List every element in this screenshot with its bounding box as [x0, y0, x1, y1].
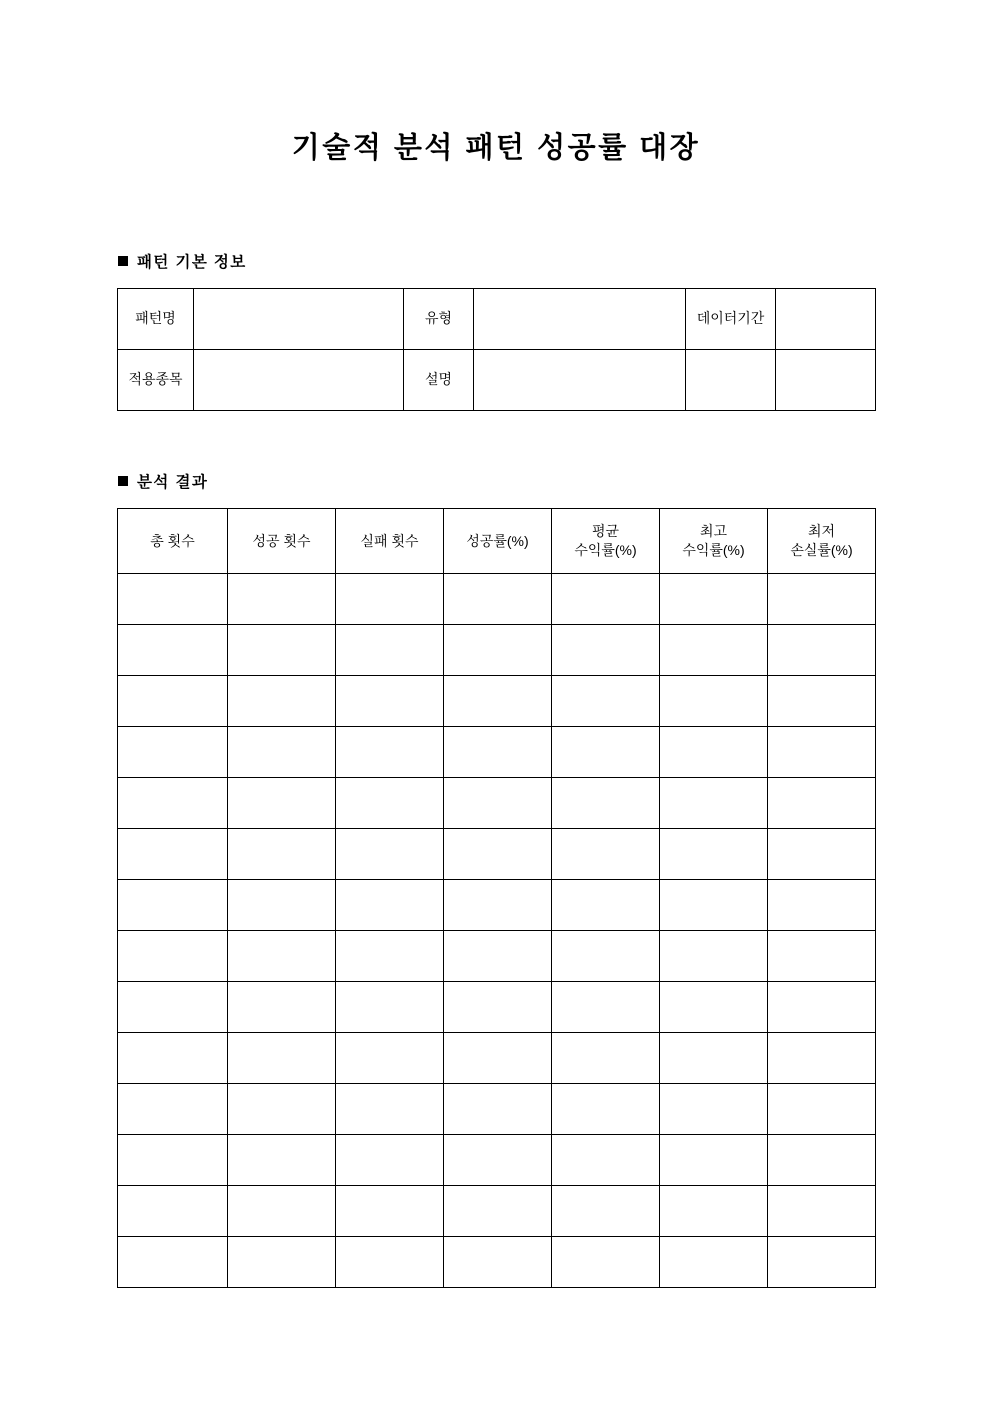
table-header-row — [118, 509, 876, 574]
value-target-symbol[interactable] — [194, 350, 404, 411]
table-row — [118, 829, 876, 880]
table-cell[interactable] — [336, 778, 444, 829]
column-header-line: 수익률(%) — [682, 542, 745, 558]
table-cell[interactable] — [336, 1135, 444, 1186]
table-row — [118, 676, 876, 727]
table-cell[interactable] — [660, 1084, 768, 1135]
column-header-5 — [552, 509, 660, 574]
value-data-period[interactable] — [776, 289, 876, 350]
column-header-1 — [118, 509, 228, 574]
table-cell[interactable] — [336, 625, 444, 676]
table-cell[interactable] — [118, 778, 228, 829]
table-cell[interactable] — [118, 829, 228, 880]
label-data-period: 데이터기간 — [686, 289, 776, 350]
analysis-result-table — [117, 508, 876, 1288]
table-cell[interactable] — [228, 1186, 336, 1237]
section-heading-analysis-result-label: 분석 결과 — [137, 474, 209, 491]
table-cell[interactable] — [444, 1084, 552, 1135]
table-cell[interactable] — [228, 1033, 336, 1084]
table-cell[interactable] — [228, 880, 336, 931]
table-row — [118, 625, 876, 676]
column-header-line: 최저 — [807, 523, 836, 540]
table-cell[interactable] — [444, 676, 552, 727]
table-cell[interactable] — [336, 727, 444, 778]
table-row — [118, 982, 876, 1033]
table-cell[interactable] — [768, 1033, 876, 1084]
table-cell[interactable] — [660, 880, 768, 931]
analysis-result-table-head — [118, 509, 876, 574]
table-row — [118, 1084, 876, 1135]
table-cell[interactable] — [118, 1237, 228, 1288]
column-header-line: 평균 — [591, 523, 620, 540]
table-cell[interactable] — [118, 1135, 228, 1186]
table-cell[interactable] — [118, 574, 228, 625]
table-cell[interactable] — [768, 829, 876, 880]
column-header-line: 총 횟수 — [150, 532, 195, 549]
table-cell[interactable] — [660, 1033, 768, 1084]
table-cell[interactable] — [118, 1033, 228, 1084]
table-cell[interactable] — [118, 727, 228, 778]
table-cell[interactable] — [228, 982, 336, 1033]
table-cell[interactable] — [444, 1186, 552, 1237]
table-cell[interactable] — [336, 1186, 444, 1237]
section-heading-basic-info — [118, 254, 247, 273]
table-cell[interactable] — [444, 727, 552, 778]
table-cell[interactable] — [444, 1237, 552, 1288]
column-header-line: 수익률(%) — [574, 542, 637, 558]
square-bullet-icon — [118, 476, 128, 486]
table-cell[interactable] — [552, 982, 660, 1033]
table-cell[interactable] — [444, 1135, 552, 1186]
table-cell[interactable] — [228, 676, 336, 727]
table-cell[interactable] — [118, 982, 228, 1033]
table-cell[interactable] — [660, 829, 768, 880]
table-cell[interactable] — [336, 1084, 444, 1135]
table-cell[interactable] — [552, 676, 660, 727]
basic-info-table — [117, 288, 876, 411]
table-cell[interactable] — [768, 778, 876, 829]
table-cell[interactable] — [768, 1237, 876, 1288]
table-cell[interactable] — [118, 880, 228, 931]
analysis-result-table-body — [118, 574, 876, 1288]
table-cell[interactable] — [228, 625, 336, 676]
label-description: 설명 — [404, 350, 474, 411]
table-cell[interactable] — [228, 931, 336, 982]
table-row — [118, 574, 876, 625]
table-cell[interactable] — [552, 931, 660, 982]
table-cell[interactable] — [552, 625, 660, 676]
table-cell[interactable] — [552, 880, 660, 931]
table-cell[interactable] — [444, 931, 552, 982]
column-header-line: 손실률(%) — [790, 542, 853, 558]
column-header-line: 실패 횟수 — [360, 532, 419, 549]
table-row — [118, 1186, 876, 1237]
table-cell[interactable] — [552, 1237, 660, 1288]
table-cell[interactable] — [660, 625, 768, 676]
table-cell[interactable] — [552, 778, 660, 829]
table-cell[interactable] — [336, 676, 444, 727]
table-row — [118, 880, 876, 931]
table-row — [118, 1237, 876, 1288]
table-cell[interactable] — [228, 1237, 336, 1288]
table-cell[interactable] — [768, 625, 876, 676]
column-header-7 — [768, 509, 876, 574]
table-cell[interactable] — [552, 829, 660, 880]
table-cell[interactable] — [228, 574, 336, 625]
table-cell[interactable] — [444, 880, 552, 931]
table-cell[interactable] — [768, 931, 876, 982]
table-cell[interactable] — [228, 1135, 336, 1186]
column-header-line: 성공 횟수 — [252, 532, 311, 549]
table-cell[interactable] — [444, 829, 552, 880]
table-cell[interactable] — [660, 931, 768, 982]
table-cell[interactable] — [768, 880, 876, 931]
table-row — [118, 289, 876, 350]
value-description-extra-1[interactable] — [686, 350, 776, 411]
table-cell[interactable] — [768, 1135, 876, 1186]
table-cell[interactable] — [336, 829, 444, 880]
table-cell[interactable] — [768, 574, 876, 625]
table-cell[interactable] — [552, 1033, 660, 1084]
table-cell[interactable] — [768, 676, 876, 727]
table-cell[interactable] — [336, 931, 444, 982]
table-cell[interactable] — [444, 574, 552, 625]
table-cell[interactable] — [660, 574, 768, 625]
column-header-3 — [336, 509, 444, 574]
table-cell[interactable] — [660, 1237, 768, 1288]
table-cell[interactable] — [552, 1186, 660, 1237]
column-header-4 — [444, 509, 552, 574]
table-cell[interactable] — [444, 1033, 552, 1084]
table-row — [118, 931, 876, 982]
table-cell[interactable] — [552, 574, 660, 625]
column-header-2 — [228, 509, 336, 574]
column-header-line: 성공률(%) — [466, 532, 529, 549]
column-header-6 — [660, 509, 768, 574]
table-cell[interactable] — [768, 982, 876, 1033]
label-target-symbol: 적용종목 — [118, 350, 194, 411]
section-heading-basic-info-label: 패턴 기본 정보 — [137, 254, 247, 271]
value-description[interactable] — [474, 350, 686, 411]
table-cell[interactable] — [660, 727, 768, 778]
table-row — [118, 727, 876, 778]
table-cell[interactable] — [444, 982, 552, 1033]
table-cell[interactable] — [660, 1186, 768, 1237]
table-cell[interactable] — [444, 778, 552, 829]
table-cell[interactable] — [552, 1135, 660, 1186]
table-cell[interactable] — [336, 880, 444, 931]
table-cell[interactable] — [336, 982, 444, 1033]
table-cell[interactable] — [660, 778, 768, 829]
table-row — [118, 778, 876, 829]
table-cell[interactable] — [660, 982, 768, 1033]
table-cell[interactable] — [444, 625, 552, 676]
table-cell[interactable] — [228, 1084, 336, 1135]
table-cell[interactable] — [552, 727, 660, 778]
table-cell[interactable] — [660, 1135, 768, 1186]
value-type[interactable] — [474, 289, 686, 350]
table-cell[interactable] — [336, 1237, 444, 1288]
table-cell[interactable] — [118, 931, 228, 982]
square-bullet-icon — [118, 256, 128, 266]
table-cell[interactable] — [228, 778, 336, 829]
value-pattern-name[interactable] — [194, 289, 404, 350]
table-cell[interactable] — [118, 676, 228, 727]
table-cell[interactable] — [768, 727, 876, 778]
table-cell[interactable] — [768, 1084, 876, 1135]
label-type: 유형 — [404, 289, 474, 350]
section-heading-analysis-result — [118, 474, 208, 493]
table-cell[interactable] — [118, 1186, 228, 1237]
value-description-extra-2[interactable] — [776, 350, 876, 411]
table-cell[interactable] — [552, 1084, 660, 1135]
table-row — [118, 1033, 876, 1084]
table-row — [118, 350, 876, 411]
table-cell[interactable] — [228, 727, 336, 778]
table-cell[interactable] — [118, 625, 228, 676]
table-row — [118, 1135, 876, 1186]
table-cell[interactable] — [768, 1186, 876, 1237]
label-pattern-name: 패턴명 — [118, 289, 194, 350]
table-cell[interactable] — [336, 1033, 444, 1084]
table-cell[interactable] — [660, 676, 768, 727]
table-cell[interactable] — [118, 1084, 228, 1135]
page-title: 기술적 분석 패턴 성공률 대장 — [291, 132, 701, 164]
table-cell[interactable] — [228, 829, 336, 880]
table-cell[interactable] — [336, 574, 444, 625]
column-header-line: 최고 — [699, 523, 728, 540]
